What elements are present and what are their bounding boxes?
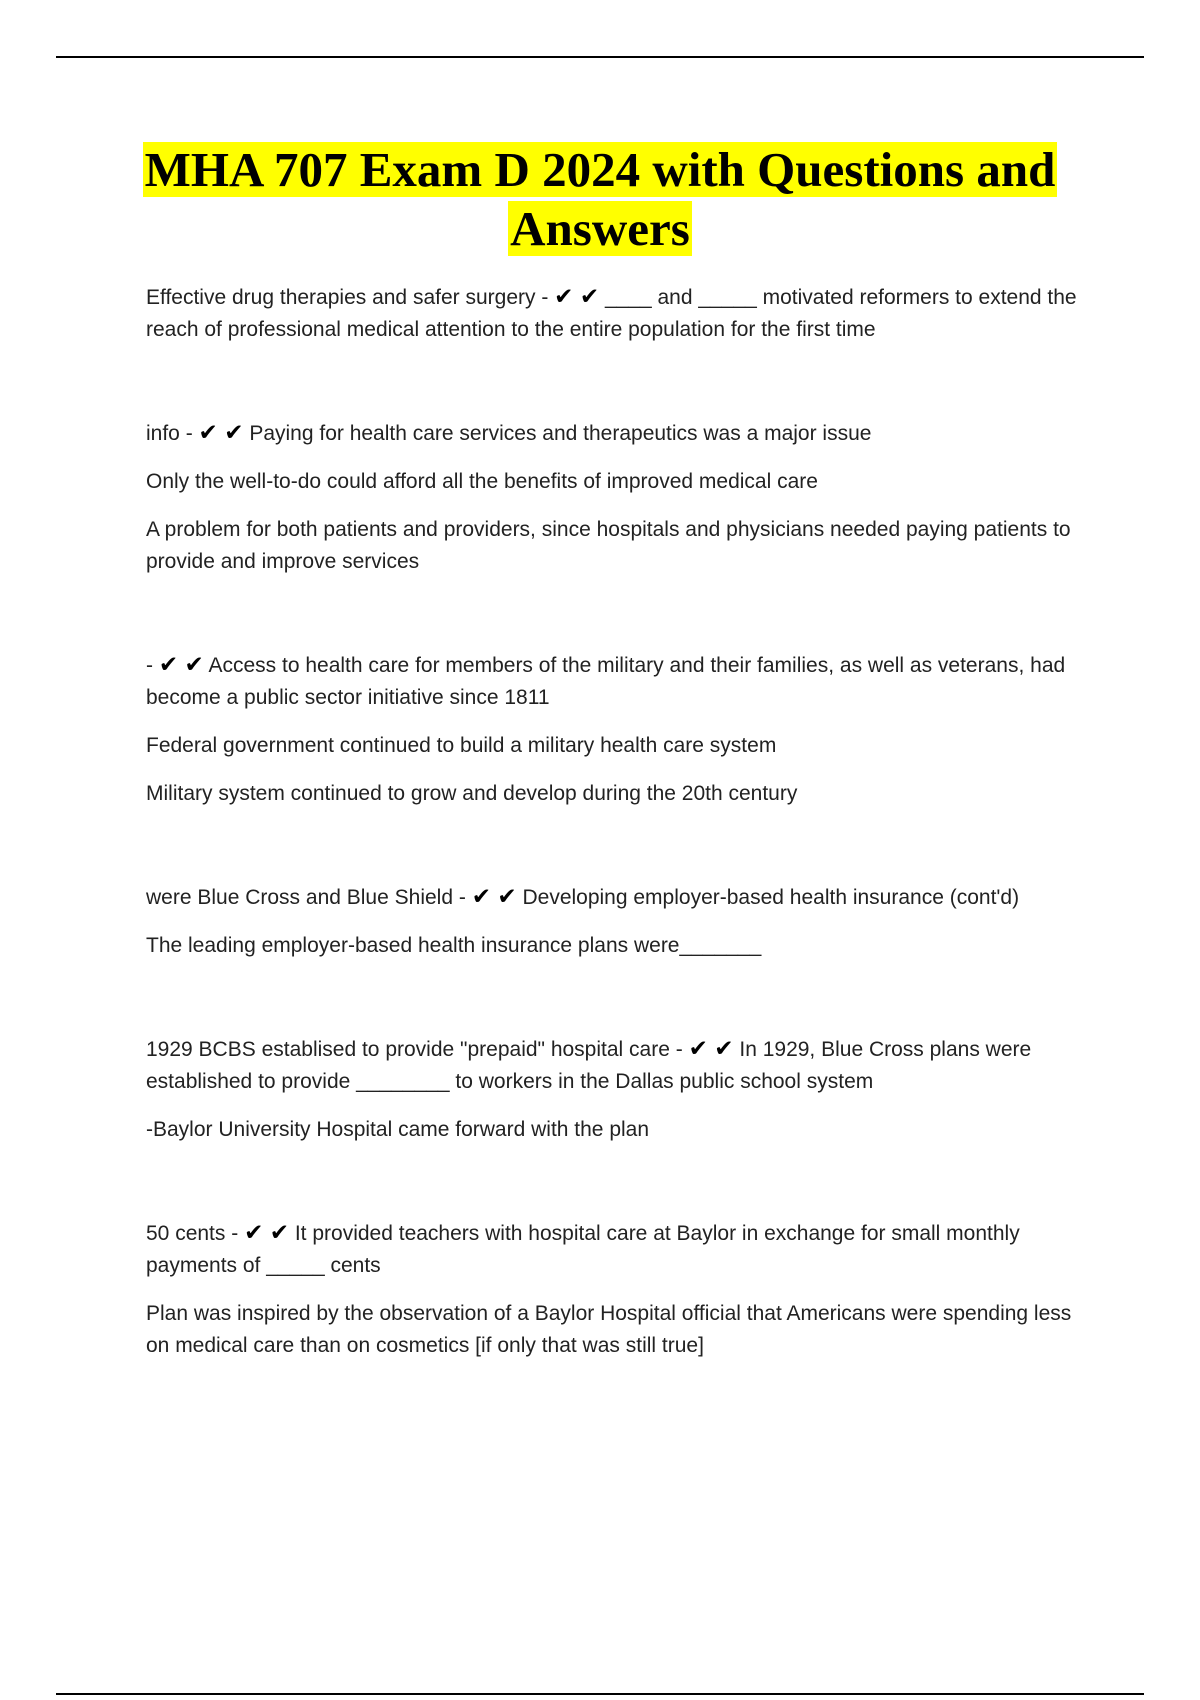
- question-line: [146, 1216, 1096, 1282]
- question-text: info -: [146, 422, 193, 445]
- title-line-1: MHA 707 Exam D 2024 with Questions and: [144, 142, 1056, 197]
- double-check-icon: ✔ ✔: [554, 283, 600, 309]
- answer-line: Federal government continued to build a military health care system: [146, 734, 777, 757]
- qa-entry: [146, 1032, 1096, 1146]
- answer-text: In 1929, Blue Cross plans were established to provide ________ to workers in the Dallas public school system: [146, 1038, 1032, 1093]
- answer-text: Developing employer-based health insurance (cont'd): [522, 886, 1020, 909]
- qa-entry: [146, 1216, 1096, 1362]
- question-text: Effective drug therapies and safer surgery -: [146, 286, 549, 309]
- double-check-icon: ✔ ✔: [688, 1035, 734, 1061]
- answer-line: Only the well-to-do could afford all the benefits of improved medical care: [146, 470, 818, 493]
- question-line: [146, 648, 1096, 714]
- question-text: -: [146, 654, 153, 677]
- double-check-icon: ✔ ✔: [244, 1219, 289, 1245]
- answer-line: Military system continued to grow and develop during the 20th century: [146, 782, 798, 805]
- answer-text: ____ and _____ motivated reformers to extend the reach of professional medical attention to the entire population for the first time: [146, 286, 1077, 341]
- answer-line: The leading employer-based health insurance plans were_______: [146, 934, 762, 957]
- title-line-2: Answers: [510, 201, 690, 256]
- qa-entry: [146, 648, 1096, 810]
- document-body: [146, 280, 1096, 1432]
- question-text: were Blue Cross and Blue Shield -: [146, 886, 466, 909]
- answer-text: It provided teachers with hospital care at Baylor in exchange for small monthly payments of _____ cents: [146, 1222, 1020, 1277]
- question-line: [146, 280, 1096, 346]
- bottom-rule: [56, 1693, 1144, 1695]
- double-check-icon: ✔ ✔: [158, 651, 204, 677]
- double-check-icon: ✔ ✔: [471, 883, 517, 909]
- double-check-icon: ✔ ✔: [198, 419, 244, 445]
- question-text: 50 cents -: [146, 1222, 239, 1245]
- answer-line: Plan was inspired by the observation of a Baylor Hospital official that Americans were spending less on medical care than on cosmetics [if only that was still true]: [146, 1302, 1072, 1357]
- question-line: [146, 1032, 1096, 1098]
- qa-entry: [146, 880, 1096, 962]
- answer-text: Access to health care for members of the military and their families, as well as veterans, had become a public sector initiative since 1811: [146, 654, 1066, 709]
- qa-entry: [146, 280, 1096, 346]
- top-rule: [56, 56, 1144, 58]
- question-text: 1929 BCBS establised to provide "prepaid" hospital care -: [146, 1038, 683, 1061]
- qa-entry: [146, 416, 1096, 578]
- question-line: [146, 880, 1096, 914]
- answer-line: -Baylor University Hospital came forward with the plan: [146, 1118, 650, 1141]
- document-title: [0, 140, 1200, 258]
- question-line: [146, 416, 1096, 450]
- answer-text: Paying for health care services and therapeutics was a major issue: [249, 422, 872, 445]
- answer-line: A problem for both patients and providers, since hospitals and physicians needed paying patients to provide and improve services: [146, 518, 1071, 573]
